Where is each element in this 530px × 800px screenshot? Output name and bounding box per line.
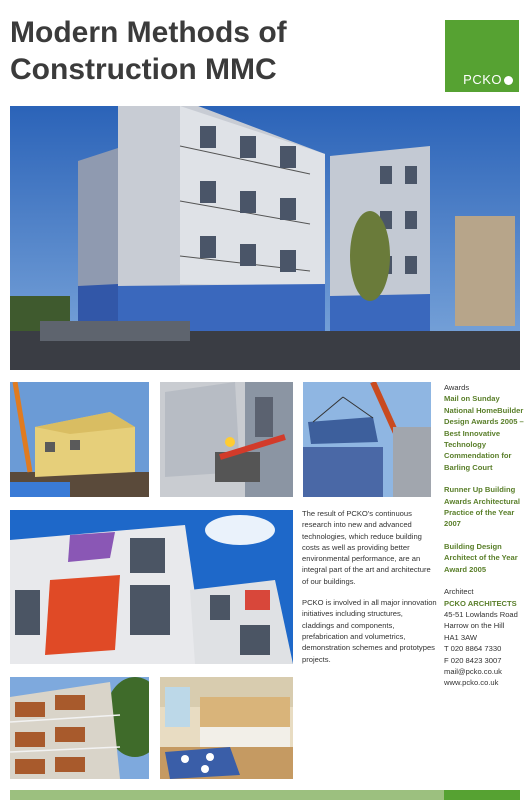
logo-text: PCKO (463, 72, 502, 87)
architect-name: PCKO ARCHITECTS (444, 598, 517, 608)
awards-label: Awards (444, 383, 470, 392)
footer-bar-accent (444, 790, 520, 800)
website-link[interactable]: www.pcko.co.uk (444, 678, 499, 688)
address-line-1: 45-51 Lowlands Road (444, 609, 518, 619)
pcko-logo (445, 20, 519, 92)
award-building-awards: Runner Up Building Awards Architectural Practice of the Year 2007 (444, 485, 520, 529)
hero-photo-apartment-block (10, 106, 520, 370)
photo-module-lifting (303, 382, 431, 497)
address-line-3: HA1 3AW (444, 632, 478, 642)
telephone: T 020 8864 7330 (444, 644, 502, 654)
email-link[interactable]: mail@pcko.co.uk (444, 666, 502, 676)
photo-colored-facade (10, 510, 293, 664)
logo-dot-icon (504, 76, 513, 85)
address-line-2: Harrow on the Hill (444, 621, 505, 631)
photo-interior-kitchen (160, 677, 293, 779)
award-homebuilder: Mail on Sunday National HomeBuilder Design Awards 2005 – Best Innovative Technology Commendation for Barling Court (444, 394, 524, 472)
page-title: Modern Methods of Construction MMC (10, 16, 287, 86)
footer-bar (10, 790, 520, 800)
sidebar (444, 382, 528, 689)
paragraph-research: The result of PCKO's continuous research into new and advanced technologies, which reduce building costs as well as providing better environmental performance, are an integral part of the art and architecture of our buildings. (302, 509, 431, 586)
photo-module-crane (10, 382, 149, 497)
body-copy (302, 508, 437, 675)
architect-label: Architect (444, 587, 474, 597)
photo-timber-balconies (10, 677, 149, 779)
photo-cladding-lift (160, 382, 293, 497)
fax: F 020 8423 3007 (444, 655, 502, 665)
paragraph-innovation: PCKO is involved in all major innovation initiatives including structures, claddings and components, prefabrication and volumetrics, demonstration schemes and prototypes projects. (302, 598, 437, 664)
award-building-design: Building Design Architect of the Year Award 2005 (444, 541, 518, 574)
